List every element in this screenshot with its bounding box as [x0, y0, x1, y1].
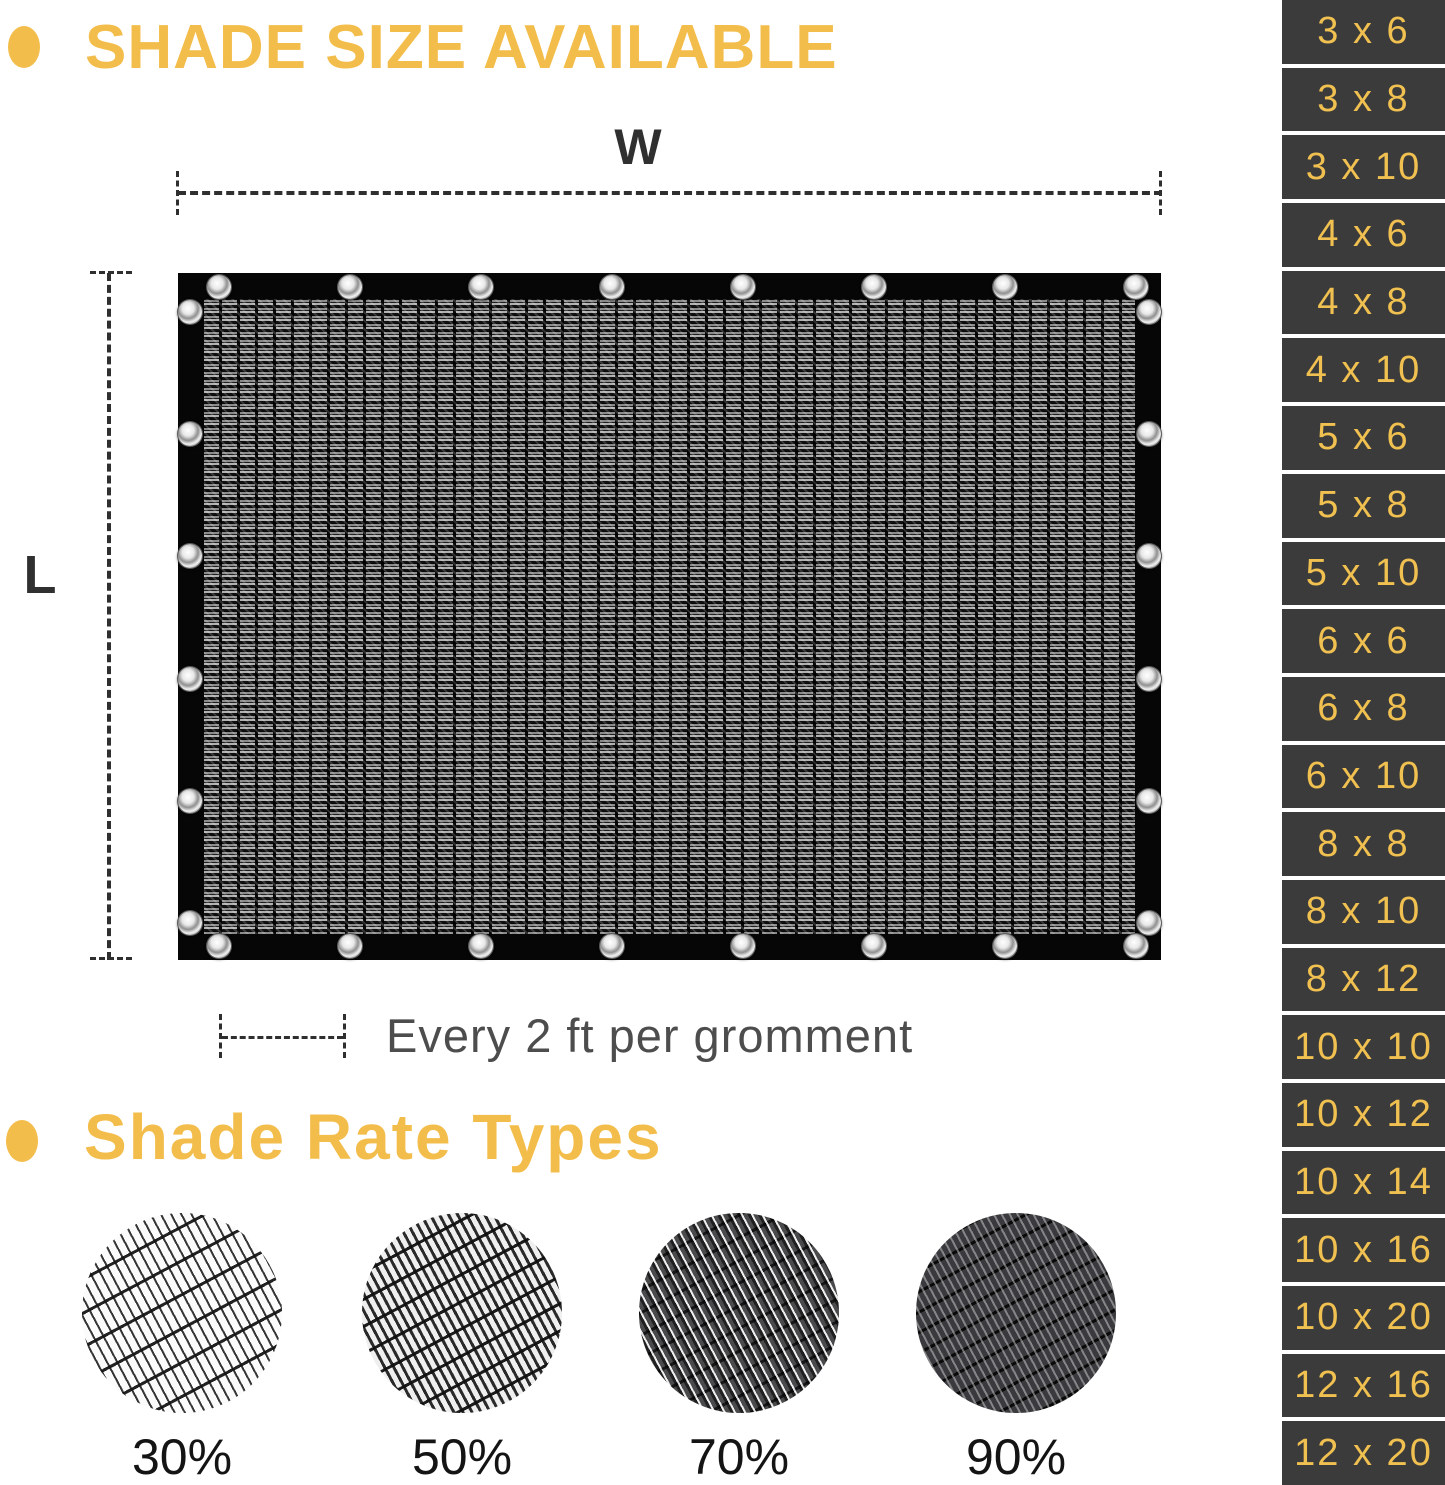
- grommet-icon: [469, 934, 493, 958]
- shade-rate-percent-label: 90%: [965, 1429, 1067, 1485]
- shade-rate-sample-70: [639, 1213, 839, 1413]
- size-option-label: 8 x 12: [1305, 957, 1422, 1000]
- size-option-label: 10 x 16: [1294, 1228, 1433, 1271]
- size-option: [1282, 1421, 1445, 1485]
- grommet-icon: [338, 275, 362, 299]
- size-option: [1282, 542, 1445, 606]
- grommet-icon: [178, 300, 202, 324]
- grommet-icon: [1124, 934, 1148, 958]
- size-option: [1282, 338, 1445, 402]
- mesh-texture: [204, 299, 1135, 934]
- bullet-dot-icon: [8, 26, 40, 68]
- grommet-icon: [862, 275, 886, 299]
- size-option-label: 3 x 8: [1317, 78, 1410, 121]
- size-option: [1282, 948, 1445, 1012]
- size-option-label: 6 x 6: [1317, 619, 1410, 662]
- size-option-label: 10 x 12: [1294, 1093, 1433, 1136]
- size-option: [1282, 68, 1445, 132]
- width-dimension-tick-right: [1159, 171, 1162, 215]
- size-option: [1282, 1218, 1445, 1282]
- grommet-icon: [207, 934, 231, 958]
- length-dimension-line: [107, 273, 111, 960]
- size-option: [1282, 0, 1445, 64]
- grommet-icon: [600, 934, 624, 958]
- grommet-icon: [1137, 911, 1161, 935]
- width-dimension-line: [178, 191, 1162, 195]
- size-option-label: 5 x 10: [1305, 551, 1422, 594]
- shade-rate-percent-label: 70%: [688, 1429, 790, 1485]
- bullet-dot-icon: [6, 1120, 38, 1162]
- grommet-icon: [338, 934, 362, 958]
- size-option: [1282, 271, 1445, 335]
- grommet-gap-line: [222, 1036, 343, 1039]
- grommet-icon: [993, 934, 1017, 958]
- grommet-gap-tick-right: [343, 1014, 346, 1058]
- size-option: [1282, 1354, 1445, 1418]
- length-dimension-tick-bottom: [90, 957, 132, 960]
- grommet-icon: [1137, 667, 1161, 691]
- size-option: [1282, 1015, 1445, 1079]
- width-dimension-label: W: [614, 119, 662, 175]
- grommet-icon: [178, 789, 202, 813]
- section-title-shade-size-available: SHADE SIZE AVAILABLE: [85, 13, 838, 82]
- grommet-icon: [178, 422, 202, 446]
- grommet-icon: [469, 275, 493, 299]
- size-option: [1282, 1083, 1445, 1147]
- size-option-label: 5 x 8: [1317, 484, 1410, 527]
- grommet-icon: [600, 275, 624, 299]
- size-option: [1282, 1151, 1445, 1215]
- shade-rate-percent-label: 30%: [131, 1429, 233, 1485]
- grommet-icon: [731, 934, 755, 958]
- size-option-label: 4 x 10: [1305, 348, 1422, 391]
- shade-cloth-illustration: [178, 273, 1161, 960]
- size-option-label: 10 x 10: [1294, 1025, 1433, 1068]
- shade-rate-sample-90: [916, 1213, 1116, 1413]
- size-option-label: 10 x 20: [1294, 1296, 1433, 1339]
- size-option-list: [1282, 0, 1445, 1485]
- grommet-icon: [178, 667, 202, 691]
- size-option-label: 6 x 8: [1317, 687, 1410, 730]
- size-option: [1282, 1286, 1445, 1350]
- size-option-label: 5 x 6: [1317, 416, 1410, 459]
- shade-rate-sample-50: [362, 1213, 562, 1413]
- size-option: [1282, 677, 1445, 741]
- grommet-icon: [178, 911, 202, 935]
- size-option: [1282, 406, 1445, 470]
- grommet-icon: [1137, 789, 1161, 813]
- size-option-label: 3 x 10: [1305, 145, 1422, 188]
- grommet-icon: [731, 275, 755, 299]
- size-option-label: 4 x 8: [1317, 281, 1410, 324]
- size-option-label: 8 x 8: [1317, 822, 1410, 865]
- size-option: [1282, 135, 1445, 199]
- size-option-label: 12 x 16: [1294, 1364, 1433, 1407]
- grommet-icon: [862, 934, 886, 958]
- shade-rate-percent-label: 50%: [411, 1429, 513, 1485]
- size-option-label: 6 x 10: [1305, 754, 1422, 797]
- size-option-label: 10 x 14: [1294, 1161, 1433, 1204]
- width-dimension-tick-left: [176, 171, 179, 215]
- size-option-label: 12 x 20: [1294, 1431, 1433, 1474]
- section-title-shade-rate-types: Shade Rate Types: [84, 1101, 663, 1173]
- length-dimension-tick-top: [90, 271, 132, 274]
- size-option-label: 8 x 10: [1305, 890, 1422, 933]
- grommet-icon: [1124, 275, 1148, 299]
- grommet-icon: [207, 275, 231, 299]
- length-dimension-label: L: [23, 545, 57, 605]
- size-option: [1282, 745, 1445, 809]
- grommet-icon: [993, 275, 1017, 299]
- size-option-label: 3 x 6: [1317, 10, 1410, 53]
- size-option: [1282, 880, 1445, 944]
- size-option: [1282, 609, 1445, 673]
- size-option: [1282, 203, 1445, 267]
- grommet-icon: [1137, 300, 1161, 324]
- grommet-icon: [1137, 422, 1161, 446]
- shade-rate-sample-30: [82, 1213, 282, 1413]
- size-option-label: 4 x 6: [1317, 213, 1410, 256]
- grommet-spacing-note: Every 2 ft per gromment: [386, 1009, 914, 1062]
- size-option: [1282, 812, 1445, 876]
- size-option: [1282, 474, 1445, 538]
